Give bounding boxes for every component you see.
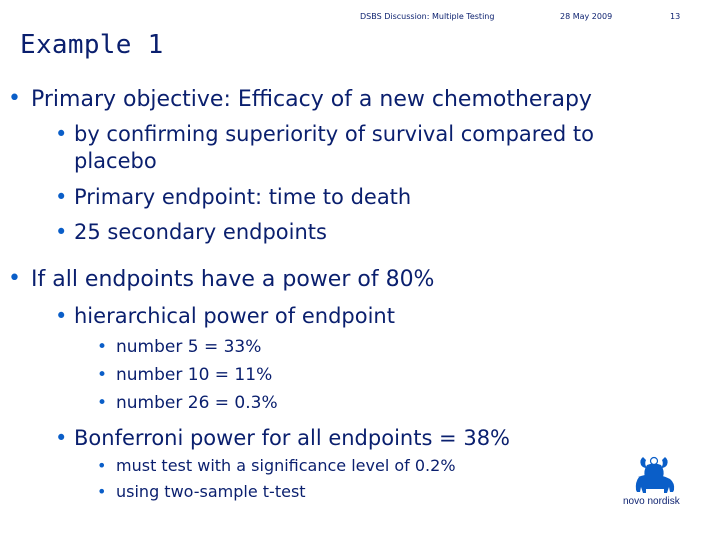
bull-icon [621,453,688,508]
bullet-dot: • [97,456,107,475]
logo-text: novo nordisk [623,496,680,507]
bullet-secondary-endpoints: 25 secondary endpoints [74,220,327,244]
bullet-number-10: number 10 = 11% [116,365,273,385]
bullet-hierarchical: hierarchical power of endpoint [74,304,395,328]
footer-title: DSBS Discussion: Multiple Testing [360,12,495,21]
bullet-dot: • [97,393,108,413]
bullet-dot: • [97,337,108,357]
bullet-significance-level: must test with a significance level of 0.2% [116,456,456,475]
slide-title: Example 1 [20,30,164,60]
novo-nordisk-logo [621,453,688,508]
bullet-power: If all endpoints have a power of 80% [31,267,435,292]
bullet-dot: • [97,365,108,385]
bullet-dot: • [8,266,21,291]
bullet-superiority-cont: placebo [74,149,157,173]
page-number: 13 [670,12,681,21]
bullet-dot: • [55,304,68,328]
bullet-bonferroni: Bonferroni power for all endpoints = 38% [74,426,511,450]
slide-date: 28 May 2009 [560,12,613,21]
bullet-number-26: number 26 = 0.3% [116,393,278,413]
bullet-dot: • [55,220,68,244]
bullet-dot: • [8,86,21,111]
bullet-superiority: by confirming superiority of survival compared to [74,122,594,146]
bullet-dot: • [97,482,107,501]
bullet-primary-endpoint: Primary endpoint: time to death [74,185,412,209]
bullet-dot: • [55,122,68,146]
bullet-dot: • [55,185,68,209]
bullet-dot: • [55,426,68,450]
bullet-number-5: number 5 = 33% [116,337,262,357]
bullet-t-test: using two-sample t-test [116,482,306,501]
bullet-primary-objective: Primary objective: Efficacy of a new chemotherapy [31,87,592,112]
